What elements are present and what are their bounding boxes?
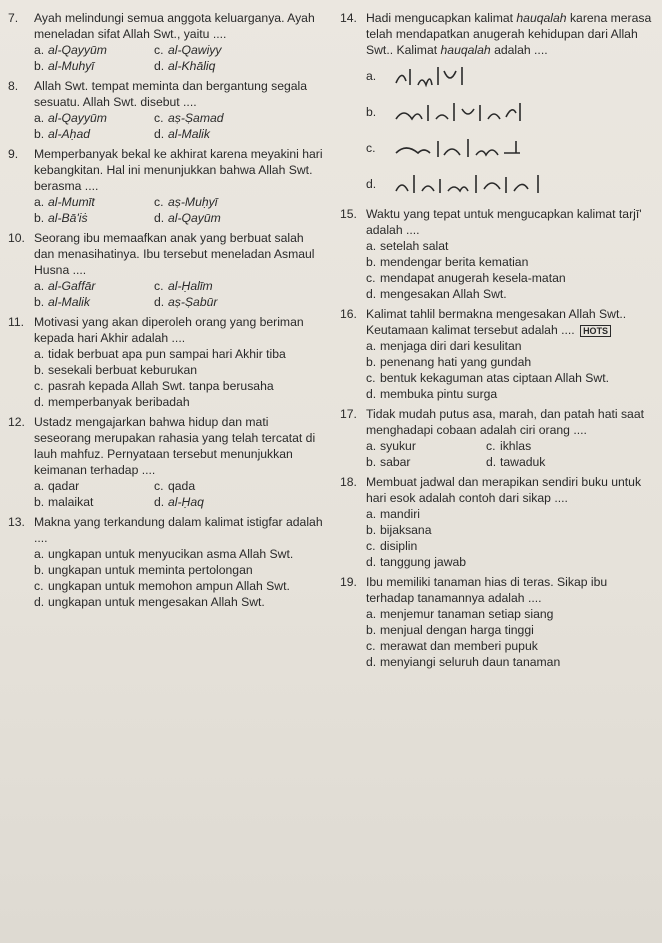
option-d[interactable]: d. memperbanyak beribadah xyxy=(34,395,190,409)
question-number: 13. xyxy=(8,515,25,529)
question-stem: Allah Swt. tempat meminta dan bergantung segala sesuatu. Allah Swt. disebut .... xyxy=(34,79,308,109)
option-c[interactable]: c. disiplin xyxy=(366,539,418,553)
right-column xyxy=(340,10,656,674)
question-8 xyxy=(8,78,326,142)
option-d[interactable]: d. tawaduk xyxy=(486,455,546,469)
left-column xyxy=(8,10,326,614)
question-stem: Hadi mengucapkan kalimat hauqalah karena merasa telah mendapatkan anugerah kehidupan dari Allah Swt.. Kalimat hauqalah adalah .... xyxy=(366,11,652,57)
question-17 xyxy=(340,406,656,470)
option-d[interactable]: d. membuka pintu surga xyxy=(366,387,498,401)
question-stem: Makna yang terkandung dalam kalimat istigfar adalah .... xyxy=(34,515,323,545)
question-number: 15. xyxy=(340,207,357,221)
option-c[interactable]: c. pasrah kepada Allah Swt. tanpa berusaha xyxy=(34,379,274,393)
option-b[interactable]: b. bijaksana xyxy=(366,523,432,537)
question-number: 9. xyxy=(8,147,19,161)
question-18 xyxy=(340,474,656,570)
option-a[interactable]: a. al-Qayyūm xyxy=(34,111,107,125)
question-10 xyxy=(8,230,326,310)
option-d[interactable]: d. al-Malik xyxy=(154,127,210,141)
option-a[interactable]: a. mandiri xyxy=(366,507,420,521)
question-stem: Ustadz mengajarkan bahwa hidup dan mati seseorang merupakan rahasia yang telah tercatat di lauh mahfuz. Pernyataan tersebut menunjukkan keimanan terhadap .... xyxy=(34,415,316,477)
option-a[interactable]: a. ungkapan untuk menyucikan asma Allah Swt. xyxy=(34,547,294,561)
question-16 xyxy=(340,306,656,402)
question-stem: Motivasi yang akan diperoleh orang yang beriman kepada hari Akhir adalah .... xyxy=(34,315,304,345)
question-number: 16. xyxy=(340,307,357,321)
arabic-phrase-image xyxy=(392,97,527,127)
question-stem: Ayah melindungi semua anggota keluarganya. Ayah meneladan sifat Allah Swt., yaitu .... xyxy=(34,11,315,41)
option-d[interactable]: d. al-Khāliq xyxy=(154,59,216,73)
option-c[interactable]: c. mendapat anugerah kesela-matan xyxy=(366,271,566,285)
option-a[interactable]: a. tidak berbuat apa pun sampai hari Akhir tiba xyxy=(34,347,286,361)
option-d[interactable]: d. al-Ḥaq xyxy=(154,495,204,509)
question-11 xyxy=(8,314,326,410)
option-b[interactable]: b. mendengar berita kematian xyxy=(366,255,529,269)
question-number: 19. xyxy=(340,575,357,589)
question-stem: Tidak mudah putus asa, marah, dan patah hati saat menghadapi cobaan adalah ciri orang .... xyxy=(366,407,645,437)
question-number: 12. xyxy=(8,415,25,429)
option-b[interactable]: b. ungkapan untuk meminta pertolongan xyxy=(34,563,253,577)
option-d[interactable]: d. menyiangi seluruh daun tanaman xyxy=(366,655,561,669)
option-a[interactable]: a. syukur xyxy=(366,439,416,453)
option-c[interactable]: c. qada xyxy=(154,479,196,493)
question-stem: Waktu yang tepat untuk mengucapkan kalimat tarjī' adalah .... xyxy=(366,207,642,237)
option-c[interactable]: c. aṣ-Muḥyī xyxy=(154,195,218,209)
option-c[interactable]: c. bentuk kekaguman atas ciptaan Allah Swt. xyxy=(366,371,609,385)
arabic-phrase-image xyxy=(392,61,472,91)
question-number: 11. xyxy=(8,315,25,329)
question-number: 18. xyxy=(340,475,357,489)
option-b[interactable]: b. malaikat xyxy=(34,495,94,509)
arabic-phrase-image xyxy=(392,133,527,163)
question-7 xyxy=(8,10,326,74)
question-9 xyxy=(8,146,326,226)
option-b[interactable]: b. sabar xyxy=(366,455,411,469)
question-14 xyxy=(340,10,656,202)
question-number: 10. xyxy=(8,231,25,245)
option-d[interactable]: d. al-Qayūm xyxy=(154,211,221,225)
question-stem: Ibu memiliki tanaman hias di teras. Sikap ibu terhadap tanamannya adalah .... xyxy=(366,575,608,605)
option-d[interactable]: d. ungkapan untuk mengesakan Allah Swt. xyxy=(34,595,265,609)
option-d[interactable]: d. mengesakan Allah Swt. xyxy=(366,287,507,301)
question-12 xyxy=(8,414,326,510)
question-number: 17. xyxy=(340,407,357,421)
option-c[interactable]: c. al-Qawiyy xyxy=(154,43,222,57)
hots-badge: HOTS xyxy=(580,325,611,337)
option-a[interactable]: a. menjaga diri dari kesulitan xyxy=(366,339,522,353)
question-stem: Memperbanyak bekal ke akhirat karena meyakini hari kebangkitan. Hal ini menunjukkan bahwa Allah Swt. berasma .... xyxy=(34,147,323,193)
option-c[interactable]: c. merawat dan memberi pupuk xyxy=(366,639,538,653)
option-c[interactable]: c. al-Ḥalīm xyxy=(154,279,213,293)
option-b[interactable]: b. xyxy=(366,94,656,130)
option-a[interactable]: a. qadar xyxy=(34,479,80,493)
option-c[interactable]: c. aṣ-Ṣamad xyxy=(154,111,224,125)
option-a[interactable]: a. setelah salat xyxy=(366,239,449,253)
question-19 xyxy=(340,574,656,670)
question-15 xyxy=(340,206,656,302)
option-a[interactable]: a. xyxy=(366,58,656,94)
question-number: 7. xyxy=(8,11,19,25)
option-a[interactable]: a. menjemur tanaman setiap siang xyxy=(366,607,554,621)
option-d[interactable]: d. xyxy=(366,166,656,202)
question-number: 8. xyxy=(8,79,19,93)
option-a[interactable]: a. al-Qayyūm xyxy=(34,43,107,57)
option-b[interactable]: b. al-Aḥad xyxy=(34,127,91,141)
option-a[interactable]: a. al-Gaffār xyxy=(34,279,96,293)
option-d[interactable]: d. aṣ-Ṣabūr xyxy=(154,295,218,309)
option-b[interactable]: b. penenang hati yang gundah xyxy=(366,355,532,369)
option-c[interactable]: c. xyxy=(366,130,656,166)
option-b[interactable]: b. al-Bā'iṡ xyxy=(34,211,88,225)
option-c[interactable]: c. ungkapan untuk memohon ampun Allah Swt. xyxy=(34,579,290,593)
question-number: 14. xyxy=(340,11,357,25)
question-13 xyxy=(8,514,326,610)
question-stem: Seorang ibu memaafkan anak yang berbuat salah dan menasihatinya. Ibu tersebut meneladan Asmaul Husna .... xyxy=(34,231,315,277)
option-b[interactable]: b. sesekali berbuat keburukan xyxy=(34,363,198,377)
option-b[interactable]: b. al-Malik xyxy=(34,295,90,309)
question-stem: Kalimat tahlil bermakna mengesakan Allah Swt.. Keutamaan kalimat tersebut adalah .... HOTS xyxy=(366,307,627,337)
option-b[interactable]: b. al-Muhyī xyxy=(34,59,95,73)
option-b[interactable]: b. menjual dengan harga tinggi xyxy=(366,623,534,637)
option-d[interactable]: d. tanggung jawab xyxy=(366,555,467,569)
option-c[interactable]: c. ikhlas xyxy=(486,439,532,453)
arabic-phrase-image xyxy=(392,169,552,199)
option-a[interactable]: a. al-Mumīt xyxy=(34,195,95,209)
question-stem: Membuat jadwal dan merapikan sendiri buku untuk hari esok adalah contoh dari sikap .... xyxy=(366,475,642,505)
